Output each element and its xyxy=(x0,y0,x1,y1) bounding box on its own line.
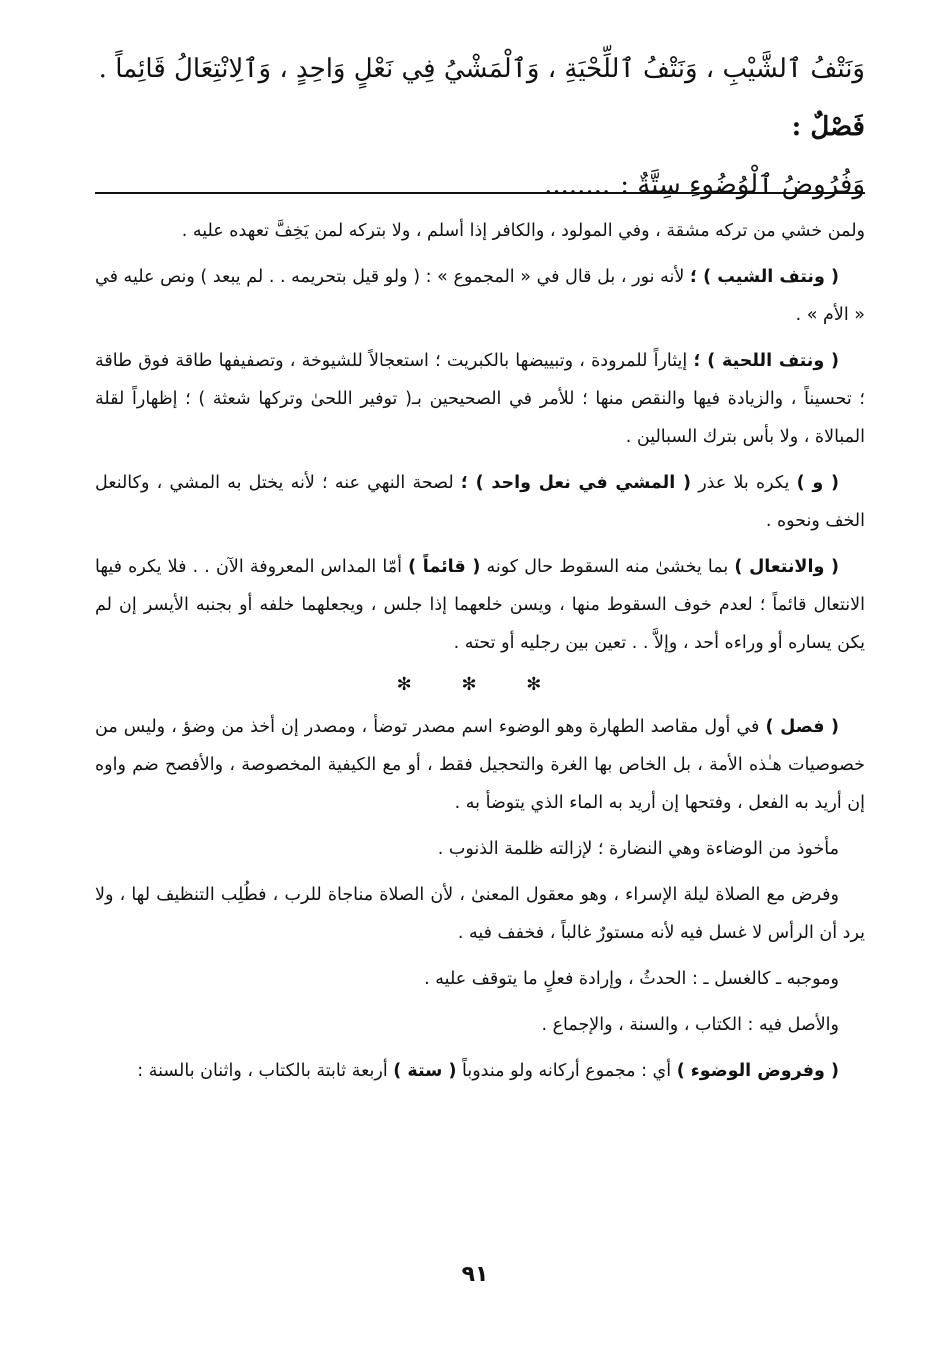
commentary-paragraph-7: مأخوذ من الوضاءة وهي النضارة ؛ لإزالته ظلمة الذنوب . xyxy=(437,839,839,859)
paragraph-text: في أول مقاصد الطهارة وهو الوضوء اسم مصدر توضأ ، ومصدر إن أخذ من وضؤ ، وليس من خصوصيات هـٰذه الأمة ، بل الخاص بها الغرة والتحجيل فقط ، أو مع الكيفية المخصوصة ، والأفصح ضم واوه إن أريد به الفعل ، وفتحها إن أريد به الماء الذي يتوضأ به . xyxy=(95,717,865,813)
ellipsis-dots: ........ xyxy=(544,170,611,200)
divider-line xyxy=(95,192,865,194)
commentary-paragraph-6 xyxy=(95,708,865,822)
commentary-paragraph-1: ولمن خشي من تركه مشقة ، وفي المولود ، والكافر إذا أسلم ، ولا بتركه لمن يَخِفَّ تعهده عليه . xyxy=(181,221,865,241)
bold-lead: ( و ) xyxy=(796,473,839,493)
bold-lead: ( ونتف الشيب ) ؛ xyxy=(689,267,839,287)
paragraph-text: إيثاراً للمرودة ، وتبييضها بالكبريت ؛ استعجالاً للشيوخة ، وتصفيفها طاقة فوق طاقة ؛ تحسيناً ، والزيادة فيها والنقص منها ؛ للأمر في الصحيحين بـ( توفير اللحىٰ وتركها شعثة ) ؛ إظهاراً لقلة المبالاة ، ولا بأس بترك السبالين . xyxy=(95,351,865,447)
bold-lead: ( قائماً ) xyxy=(408,557,481,577)
paragraph-text: لأنه نور ، بل قال في « المجموع » : ( ولو قيل بتحريمه . . لم يبعد ) ونص عليه في « الأم » . xyxy=(95,267,865,325)
page-number: ٩١ xyxy=(461,1262,489,1287)
paragraph-text: بما يخشىٰ منه السقوط حال كونه xyxy=(486,557,729,577)
commentary-block xyxy=(95,212,865,1098)
commentary-paragraph-3 xyxy=(95,342,865,456)
matn-line-3-text: وَفُرُوضُ ٱلْوُضُوءِ سِتَّةٌ : xyxy=(620,170,865,200)
matn-line-3 xyxy=(95,156,865,214)
paragraph-text: يكره بلا عذر xyxy=(698,473,790,493)
commentary-paragraph-4 xyxy=(95,464,865,540)
paragraph-text: أي : مجموع أركانه ولو مندوباً xyxy=(462,1061,672,1081)
bold-lead: ( ونتف اللحية ) ؛ xyxy=(693,351,839,371)
paragraph-text: لصحة النهي عنه ؛ لأنه يختل به المشي ، وكالنعل الخف ونحوه . xyxy=(95,473,865,531)
commentary-paragraph-11 xyxy=(95,1052,865,1090)
commentary-paragraph-8: وفرض مع الصلاة ليلة الإسراء ، وهو معقول المعنىٰ ، لأن الصلاة مناجاة للرب ، فطُلِب التنظيف لها ، ولا يرد أن الرأس لا غسل فيه لأنه مستورٌ غالباً ، فخفف فيه . xyxy=(95,885,865,943)
section-heading: فَصْلٌ : xyxy=(791,112,865,142)
bold-lead: ( فصل ) xyxy=(765,717,839,737)
bold-lead: ( ستة ) xyxy=(393,1061,457,1081)
commentary-paragraph-5 xyxy=(95,548,865,662)
matn-line-1: وَنَتْفُ ٱلشَّيْبِ ، وَنَتْفُ ٱللِّحْيَةِ ، وَٱلْمَشْيُ فِي نَعْلٍ وَاحِدٍ ، وَٱلِانْتِعَالُ قَائِماً . xyxy=(98,54,865,84)
bold-lead: ( المشي في نعل واحد ) ؛ xyxy=(460,473,691,493)
bold-lead: ( والانتعال ) xyxy=(734,557,839,577)
matn-text xyxy=(95,40,865,214)
commentary-paragraph-2 xyxy=(95,258,865,334)
matn-block xyxy=(95,40,865,214)
paragraph-text: أربعة ثابتة بالكتاب ، واثنان بالسنة : xyxy=(137,1061,388,1081)
section-separator-stars: ✻ ✻ ✻ xyxy=(396,674,564,695)
commentary-paragraph-9: وموجبه ـ كالغسل ـ : الحدثُ ، وإرادة فعلٍ ما يتوقف عليه . xyxy=(424,969,839,989)
bold-lead: ( وفروض الوضوء ) xyxy=(676,1061,839,1081)
commentary-paragraph-10: والأصل فيه : الكتاب ، والسنة ، والإجماع . xyxy=(541,1015,839,1035)
paragraph-text: أمّا المداس المعروفة الآن . . فلا يكره فيها الانتعال قائماً ؛ لعدم خوف السقوط منها ، ويسن خلعهما إذا جلس ، ويجعلهما خلفه أو بجنبه الأيسر إن لم يكن يساره أو وراءه أحد ، وإلاَّ . . تعين بين رجليه أو تحته . xyxy=(95,557,865,653)
